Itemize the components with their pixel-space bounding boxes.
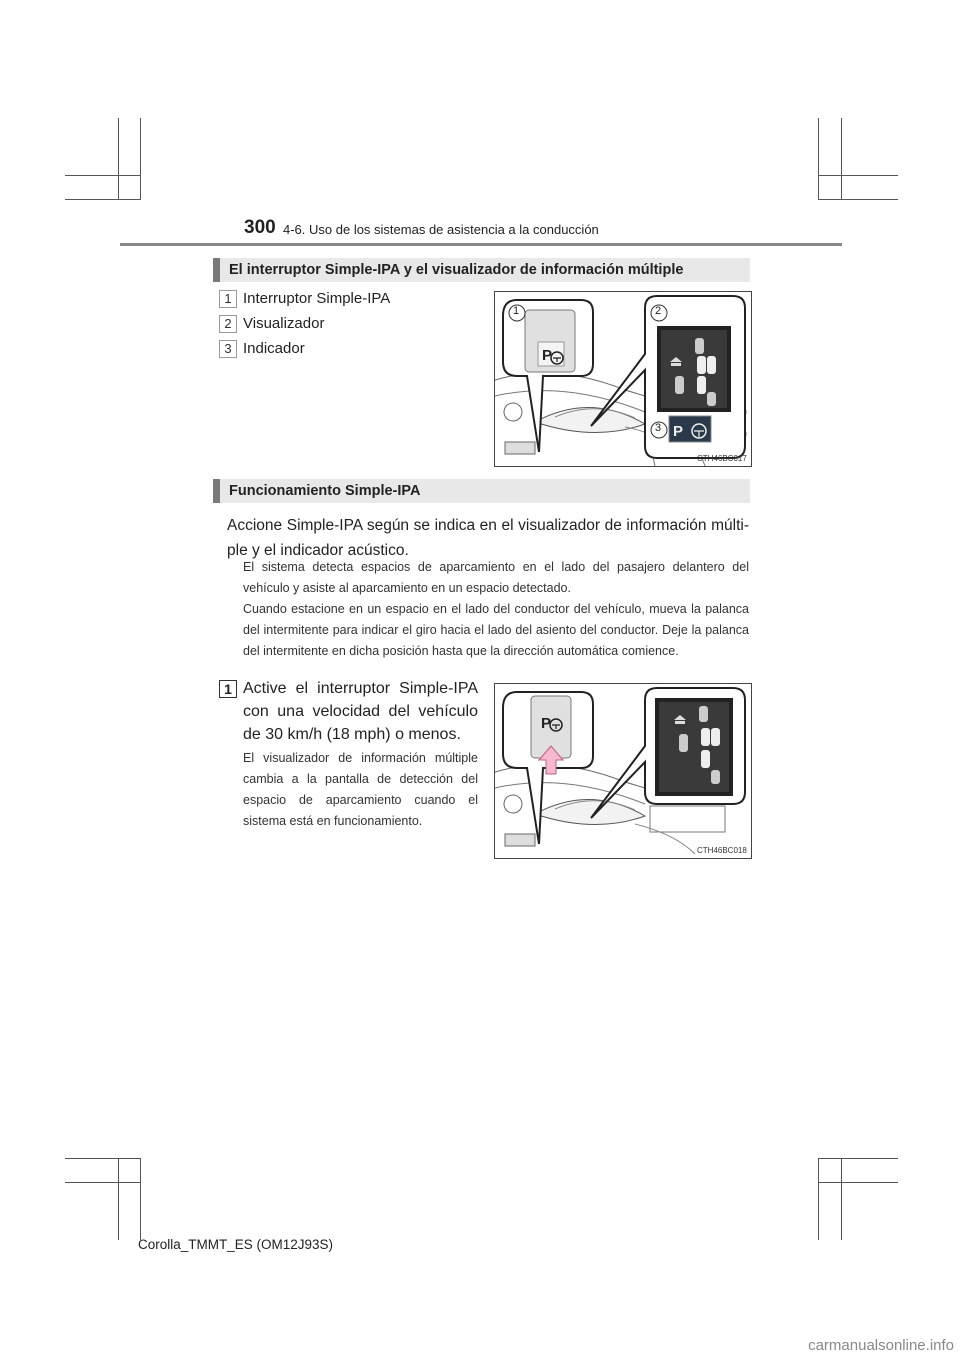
crop-mark <box>65 1158 140 1159</box>
crop-mark <box>841 118 842 200</box>
step-text: Active el interruptor Simple-IPA con una velocidad del vehículo de 30 km/h (18 mph) o menos. <box>243 680 478 743</box>
step-number-1: 1 <box>219 680 237 698</box>
section-heading-funcionamiento: Funcionamiento Simple-IPA <box>213 479 750 503</box>
figure-dashboard-activate-switch <box>494 683 752 859</box>
page-number: 300 <box>244 217 276 238</box>
item-label-indicador: Indicador <box>243 340 305 357</box>
figure-code: CTH46BC017 <box>697 454 747 463</box>
chapter-title: 4-6. Uso de los sistemas de asistencia a la conducción <box>283 222 599 237</box>
watermark[interactable]: carmanualsonline.info <box>808 1337 954 1354</box>
item-number-1: 1 <box>219 290 237 308</box>
crop-mark <box>65 175 140 176</box>
callout-number-2: 2 <box>655 305 662 317</box>
item-label-interruptor: Interruptor Simple-IPA <box>243 290 391 307</box>
crop-mark <box>818 118 819 200</box>
crop-mark <box>818 199 898 200</box>
crop-mark <box>65 1182 140 1183</box>
crop-mark <box>818 1158 898 1159</box>
callout-number-3: 3 <box>655 422 662 434</box>
crop-mark <box>818 175 898 176</box>
step-note: El visualizador de información múltiple cambia a la pantalla de detección del espacio de aparcamiento cuando el sistema está en funcionamiento. <box>243 751 478 828</box>
section-heading-interruptor: El interruptor Simple-IPA y el visualizador de información múltiple <box>213 258 750 282</box>
document-id: Corolla_TMMT_ES (OM12J93S) <box>138 1237 334 1252</box>
header-rule <box>120 243 842 246</box>
svg-text:P: P <box>542 347 553 364</box>
figure-dashboard-switch-display <box>494 291 752 467</box>
crop-mark <box>818 1158 819 1240</box>
dashboard-illustration-2 <box>495 684 751 858</box>
dashboard-illustration <box>495 292 751 466</box>
crop-mark <box>118 1158 119 1240</box>
note-paragraph-2: Cuando estacione en un espacio en el lado del conductor del vehículo, mueva la palanca del intermitente para indicar el giro hacia el lado del asiento del conductor. Deje la palanca del intermitente en dicha posición hasta que la dirección automática comience. <box>243 602 749 658</box>
svg-text:P: P <box>673 423 684 440</box>
figure-code-2: CTH46BC018 <box>697 846 747 855</box>
crop-mark <box>140 118 141 200</box>
item-number-2: 2 <box>219 315 237 333</box>
crop-mark <box>841 1158 842 1240</box>
crop-mark <box>65 199 140 200</box>
intro-paragraph: Accione Simple-IPA según se indica en el visualizador de información múltiple y el indicador acústico. <box>227 517 749 559</box>
crop-mark <box>140 1158 141 1240</box>
crop-mark <box>818 1182 898 1183</box>
crop-mark <box>118 118 119 200</box>
item-label-visualizador: Visualizador <box>243 315 325 332</box>
item-number-3: 3 <box>219 340 237 358</box>
callout-number-1: 1 <box>513 305 520 317</box>
svg-text:P: P <box>541 715 552 732</box>
note-paragraph-1: El sistema detecta espacios de aparcamiento en el lado del pasajero delantero del vehículo y asiste al aparcamiento en un espacio detectado. <box>243 560 749 595</box>
